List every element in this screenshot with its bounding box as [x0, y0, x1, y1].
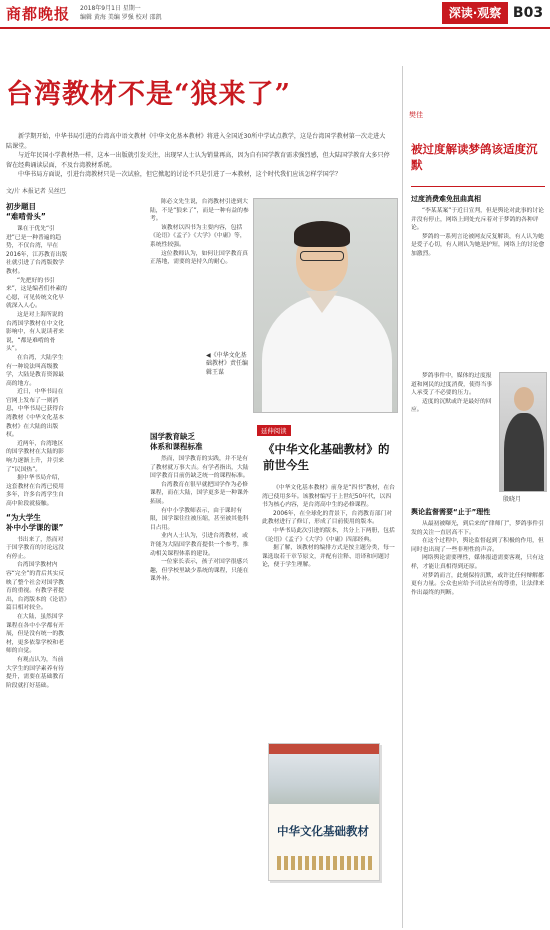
page-number: B03	[512, 5, 544, 21]
author-name: 殷晓月	[503, 496, 522, 503]
article-headline: 台湾教材不是“狼来了”	[6, 79, 292, 110]
article-column-2b	[150, 428, 250, 925]
book-cover-pattern	[277, 856, 373, 870]
section-subhead	[6, 202, 68, 222]
body-paragraph: 一位家长表示，孩子对国学很感兴趣，但学校里缺少系统的课程，只能在课外补。	[150, 559, 249, 583]
body-paragraph: 该教材以四书为主要内容，包括《论语》《孟子》《大学》《中庸》等，系统性较强。	[150, 224, 246, 248]
opinion-sidebar	[402, 66, 548, 928]
sidebar-divider	[411, 186, 545, 187]
body-paragraph: 陈必文先生说，台湾教材引进到大陆，不是“狼来了”，而是一种有益的参考。	[150, 199, 249, 223]
newspaper-logo: 商都晚报	[6, 5, 71, 23]
sidebar-label: 樊佳	[409, 111, 423, 119]
intro-paragraph: 与近年民国小学教材热一样，这本一出版就引发关注，出现罕人士认为销量再高，因为自有国学教育需求强烈感，但大陆国学教育大多只停留在经典诵读层面，不及台湾教材系统。	[6, 152, 390, 169]
body-paragraph: 这是对上海所说的台湾国学教材在中文化影响中，有人说读者来说，“都是难啃的骨头”。	[6, 311, 64, 353]
author-photo	[499, 372, 547, 492]
article-column-1	[6, 198, 68, 925]
masthead	[0, 0, 550, 28]
portrait-body	[262, 295, 392, 413]
extended-reading-body	[262, 484, 396, 739]
portrait-caption: ◀《中华文化基础教材》责任编辑王谋	[206, 352, 249, 376]
extended-reading-heading: 《中华文化基础教材》的前世今生	[263, 442, 390, 472]
body-paragraph: 有观点认为，当前大学生的国学素养有待提升，需要在基础教育阶段就打好基础。	[6, 656, 64, 689]
editor-portrait-photo	[253, 198, 398, 413]
subhead-line: “为大学生	[6, 512, 41, 522]
body-paragraph: “先把好的书引来”，这是编者们朴素的心愿，可见传统文化早就深入人心。	[6, 277, 67, 310]
body-paragraph: 梦鸽的一系列言论被网友反复解读，有人认为她是爱子心切，有人则认为她是护短，网络上的讨论愈加激烈。	[411, 233, 545, 257]
body-paragraph: 2006年，在全球化的背景下，台湾教育部门对此教材进行了修订，形成了目前使用的版本。	[262, 510, 393, 526]
subhead-line: 初步题目	[6, 202, 36, 211]
body-paragraph: 据了解，该教材的编排方式是按主题分类，每一课选取若干章节原文，并配有注释、语译和问题讨论，便于学生理解。	[262, 545, 395, 569]
editor-credits: 编辑 黄海 美编 罗强 校对 邵凯	[80, 14, 162, 21]
sidebar-body-2	[411, 372, 497, 502]
book-cover-landscape	[269, 754, 380, 804]
body-paragraph: 这位教师认为，如何让国学教育真正落地，需要的是持久的耐心。	[150, 250, 248, 266]
body-paragraph: 有中小学教师表示，由于课时有限，国学课往往被压缩，甚至被其他科目占用。	[150, 507, 249, 531]
subhead-line: 体系和课程标准	[150, 442, 203, 451]
body-paragraph: 台湾教育在很早就把国学作为必修课程，而在大陆，国学更多是一种课外拓展。	[150, 481, 249, 505]
intro-paragraph: 新学期开始，中华书局引进的台湾高中语文教材《中华文化基本教材》将进入全国近30所中学试点教学，这是台湾国学教材第一次走进大陆课堂。	[6, 133, 386, 150]
body-paragraph: 在这个过程中，舆论监督起到了积极的作用，但同时也出现了一些非理性的声音。	[411, 538, 544, 553]
body-paragraph: 适度的沉默或许是最好的回应。	[411, 398, 492, 414]
subhead-line: 补中小学课的课”	[6, 522, 64, 532]
body-paragraph: 网络舆论需要理性，媒体报道需要客观，只有这样，才能让真相得到还原。	[411, 555, 544, 570]
body-paragraph: 梦鸽事件中，媒体的过度报道和网民的过度消费，使得当事人承受了不必要的压力。	[411, 373, 493, 397]
section-subhead	[150, 432, 250, 452]
body-paragraph: 在大陆，虽然国学课程在各中小学都有开展，但是没有统一的教材，更多依靠学校和老师的自觉。	[6, 613, 64, 655]
article-byline: 文/片 本报记者 吴丝巴	[6, 188, 66, 195]
portrait-hair	[294, 221, 350, 247]
header-rule	[0, 27, 550, 29]
section-tag: 深读·观察	[442, 2, 508, 24]
body-paragraph: 据中华书局介绍，这套教材在台湾已使用多年，许多台湾学生自高中阶段就接触。	[6, 475, 64, 507]
body-paragraph: 然而，国学教育的实践，并不是有了教材就万事大吉。有学者指出，大陆国学教育目前仍缺乏统一的课程标准。	[150, 456, 249, 480]
section-subhead	[6, 513, 68, 533]
body-paragraph: 课在于优先“引进”已是一种普遍的趋势，不仅台湾，早在2016年，江苏教育出版社就引进了台湾版数学教材。	[6, 226, 68, 275]
body-paragraph: 从最初被曝光，到后来的“律师门”，梦鸽事件引发的关注一直居高不下。	[411, 521, 544, 536]
book-cover-title: 中华文化基础教材	[277, 824, 369, 838]
sidebar-title: 被过度解读梦鸽该适度沉默	[411, 142, 538, 172]
article-column-2	[150, 198, 250, 428]
sidebar-subhead: 舆论监督需要“止于”理性	[411, 508, 491, 516]
body-paragraph: 近两年，台湾地区的国学教材在大陆的影响力逐渐上升，并引来了“民国热”。	[6, 440, 64, 473]
body-paragraph: 在台湾，大陆学生有一种说法叫高级教学，大陆是教育资源最高的地方。	[6, 354, 64, 387]
body-paragraph: 对梦鸽而言，此刻保持沉默，或许比任何辩解都更有力量。公众也应给予司法应有的尊重，让法律来作出最终的判断。	[411, 572, 545, 596]
intro-paragraph: 中华书局方面说，引进台湾教材只是一次试验，但它掀起的讨论不只是引进了一本教材，这个时代我们应该怎样学国学？	[18, 171, 341, 179]
issue-date: 2018年9月1日 星期一	[80, 5, 141, 12]
portrait-glasses	[300, 251, 344, 261]
body-paragraph: “李某某案”于近日宣判，但是舆论对此事的讨论并没有停止，网络上到处充斥着对于梦鸽的各种评论。	[411, 208, 544, 232]
article-intro	[6, 132, 390, 180]
book-cover-image	[268, 743, 380, 881]
author-photo-body	[504, 413, 544, 492]
author-photo-head	[514, 387, 534, 411]
subhead-line: 国学教育缺乏	[150, 432, 195, 441]
body-paragraph: 业内人士认为，引进台湾教材，或许能为大陆国学教育提供一个参考，推动相关课程体系的建设。	[150, 533, 249, 557]
body-paragraph: 中华书局此次引进的版本，共分上下两册，包括《论语》《孟子》《大学》《中庸》四部经典。	[262, 527, 395, 543]
sidebar-subtitle: 过度消费难免扭曲真相	[411, 195, 481, 203]
extended-reading-label: 延伸阅读	[257, 425, 291, 436]
body-paragraph: 《中华文化基本教材》前身是“四书”教材，在台湾已使用多年。该教材编写于上世纪50年代，以四书为核心内容，是台湾高中生的必修课程。	[262, 485, 395, 509]
sidebar-body-3	[411, 502, 547, 930]
body-paragraph: 书出来了，然而对于国学教育的讨论远没有停止。	[6, 536, 64, 560]
body-paragraph: 台湾国学教材内容“完全”的背后其实反映了整个社会对国学教育的重视。有教学者提出，台湾版本的《论语》篇目相对较全。	[6, 562, 67, 612]
sidebar-body-1	[411, 207, 547, 372]
subhead-line: “难啃骨头”	[6, 212, 46, 221]
body-paragraph: 近日，中华书局在官网上发布了一则消息，中华书局已获得台湾教材《中华文化基本教材》在大陆的出版权。	[6, 389, 64, 439]
book-cover-strip	[269, 744, 380, 754]
